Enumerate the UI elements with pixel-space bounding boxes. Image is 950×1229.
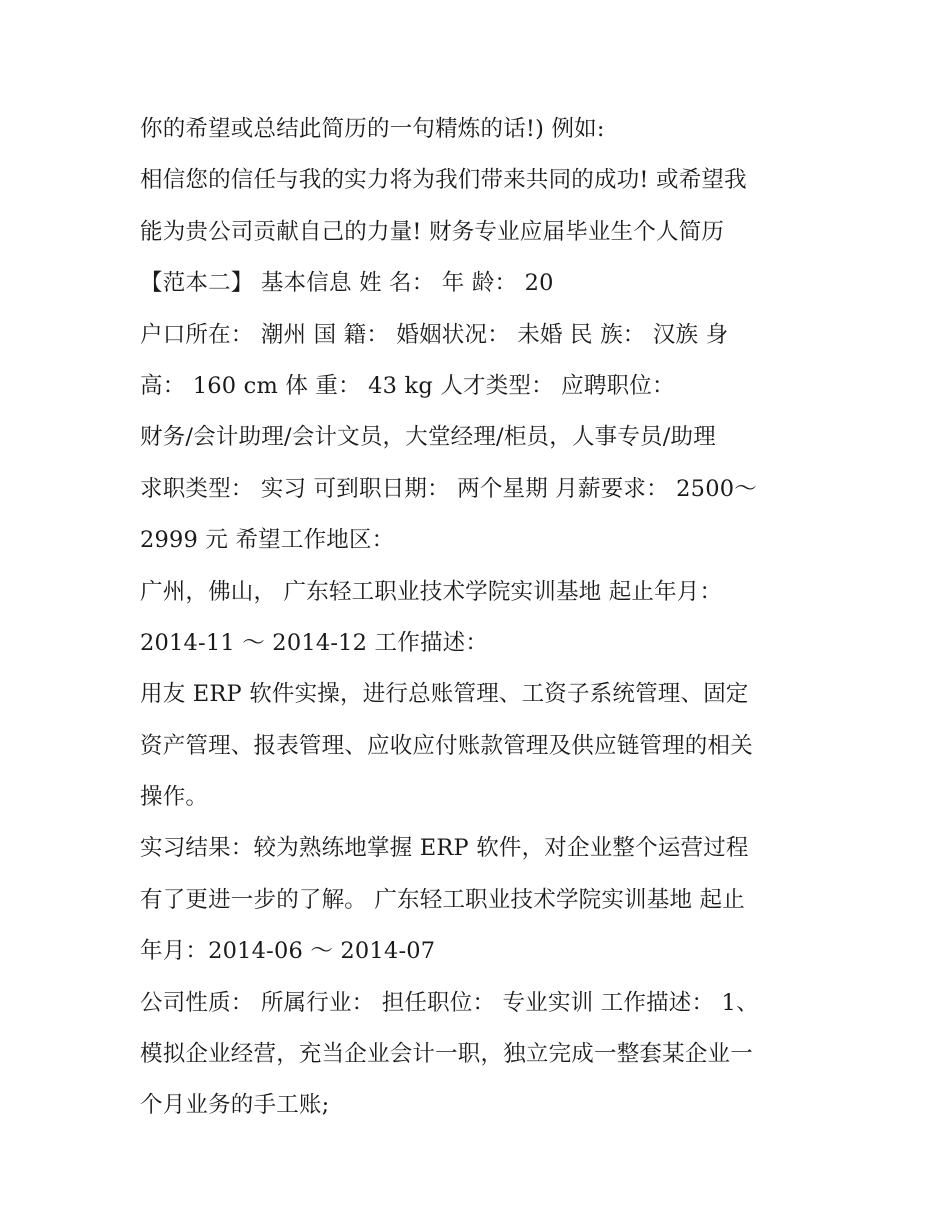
text-line: 用友 ERP 软件实操，进行总账管理、工资子系统管理、固定 (140, 681, 749, 708)
text-line: 操作。 (140, 784, 209, 811)
text-line: 相信您的信任与我的实力将为我们带来共同的成功! 或希望我 (140, 167, 747, 194)
text-line: 2014-11 ～ 2014-12 工作描述： (140, 629, 489, 656)
text-line: 模拟企业经营，充当企业会计一职，独立完成一整套某企业一 (140, 1041, 753, 1068)
text-line: 高： 160 cm 体 重： 43 kg 人才类型： 应聘职位： (140, 372, 675, 399)
text-line: 2999 元 希望工作地区： (140, 527, 395, 554)
text-line: 年月：2014-06 ～ 2014-07 (140, 938, 436, 965)
text-line: 能为贵公司贡献自己的力量! 财务专业应届毕业生个人简历 (140, 218, 725, 245)
text-line: 资产管理、报表管理、应收应付账款管理及供应链管理的相关 (140, 732, 753, 759)
text-line: 户口所在： 潮州 国 籍： 婚姻状况： 未婚 民 族： 汉族 身 (140, 321, 729, 348)
text-line: 你的希望或总结此简历的一句精炼的话!) 例如: (140, 116, 605, 142)
text-line: 求职类型： 实习 可到职日期： 两个星期 月薪要求： 2500～ (140, 475, 757, 502)
text-line: 有了更进一步的了解。 广东轻工职业技术学院实训基地 起止 (140, 886, 745, 913)
text-line: 实习结果：较为熟练地掌握 ERP 软件，对企业整个运营过程 (140, 835, 749, 862)
text-line: 【范本二】 基本信息 姓 名： 年 龄： 20 (140, 270, 554, 297)
resume-text-body (140, 104, 830, 1132)
text-line: 财务/会计助理/会计文员，大堂经理/柜员，人事专员/助理 (140, 424, 716, 451)
text-line: 公司性质： 所属行业： 担任职位： 专业实训 工作描述： 1、 (140, 989, 759, 1016)
text-line: 个月业务的手工账; (140, 1092, 330, 1119)
text-line: 广州，佛山， 广东轻工职业技术学院实训基地 起止年月： (140, 578, 723, 605)
